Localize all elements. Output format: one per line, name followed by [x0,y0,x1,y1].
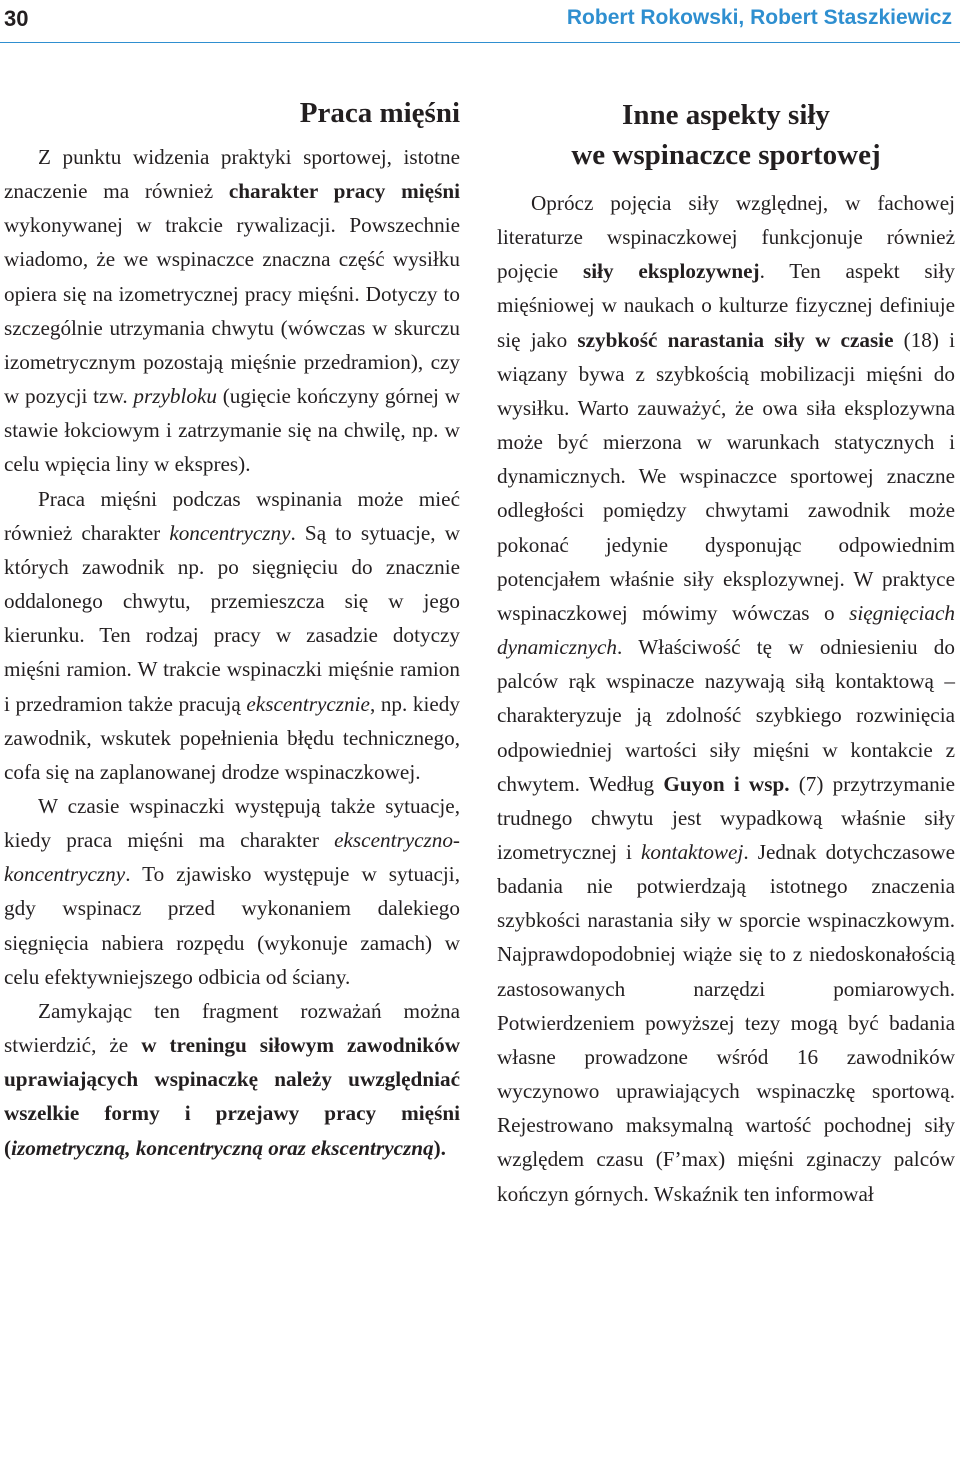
text-run: izometryczną, koncentryczną oraz ekscentryczną [11,1135,434,1160]
text-run: . Jednak dotychczasowe badania nie potwierdzają istotnego znaczenia szybkości narastania siły w sporcie wspinaczkowym. Najprawdopodobniej wiąże się to z niedoskonałością zastosowanych narzędzi pomiarowych. Potwierdzeniem powyższej tezy mogą być badania własne prowadzone wśród 16 zawodników wyczynowo uprawiających wspinaczkę sportową. Rejestrowano maksymalną wartość pochodnej siły względem czasu (F’max) mięśni zginaczy palców kończyn górnych. Wskaźnik ten informował [497,839,955,1206]
text-run: w treningu siłowym zawodników uprawiających wspinaczkę należy uwzględniać wszelkie formy i przejawy pracy mięśni ( [4,1033,460,1160]
text-run: siły eksplozywnej [582,259,760,284]
page-header [0,0,960,43]
text-run: Praca mięśni podczas wspinania może mieć również charakter [4,486,460,545]
section-title-inne-aspekty [497,95,955,175]
paragraph [4,140,460,482]
text-run: Zamykając ten fragment rozważań można stwierdzić, że [4,998,460,1058]
text-run: . Właściwość tę w odniesieniu do palców rąk wspinacze nazywają siłą kontaktową – charakteryzuje ją zdolność szybkiego rozwinięcia odpowiedniej wartości siły mięśni w kontakcie z chwytem. Według [497,635,955,796]
section-title-praca-miesni: Praca mięśni [299,97,460,129]
text-run: przybloku [133,384,217,409]
text-run: W czasie wspinaczki występują także sytuacje, kiedy praca mięśni ma charakter [4,793,460,853]
text-run: , np. kiedy zawodnik, wskutek popełnienia błędu technicznego, cofa się na zaplanowanej drodze wspinaczkowej. [4,691,460,784]
text-run: Oprócz pojęcia siły względnej, w fachowej literaturze wspinaczkowej funkcjonuje również pojęcie [497,191,955,284]
text-run: . Są to sytuacje, w których zawodnik np. po sięgnięciu do znacznie oddalonego chwytu, przemieszcza się w jego kierunku. Ten rodzaj pracy w zasadzie dotyczy mięśni ramion. W trakcie wspinaczki mięśnie ramion i przedramion także pracują [4,520,461,716]
text-run: wykonywanej w trakcie rywalizacji. Powszechnie wiadomo, że we wspinaczce znaczna część wysiłku opiera się na izometrycznej pracy mięśni. Dotyczy to szczególnie utrzymania chwytu (wówczas w skurczu izometrycznym pozostają mięśnie przedramion), czy w pozycji tzw. [4,213,460,409]
text-run: ekscentrycznie [246,691,370,716]
text-run: szybkość narastania siły w czasie [577,327,894,352]
section-title-line-2: we wspinaczce sportowej [571,139,881,171]
paragraph [4,789,460,994]
text-run: Z punktu widzenia praktyki sportowej, istotne znaczenie ma również [4,145,460,204]
page-number: 30 [4,6,29,31]
text-run: kontaktowej [640,839,744,864]
text-run: . To zjawisko występuje w sytuacji, gdy wspinacz przed wykonaniem dalekiego sięgnięcia nabiera rozpędu (wykonuje zamach) w celu efektywniejszego odbicia od ściany. [4,862,460,989]
running-head-authors: Robert Rokowski, Robert Staszkiewicz [566,6,952,29]
paragraph [497,186,955,1211]
text-run: (7) przytrzymanie trudnego chwytu jest wypadkową właśnie siły izometrycznej i [497,771,956,864]
right-column [497,95,955,1211]
paragraph [4,994,460,1165]
paragraph [4,482,460,789]
text-run: charakter pracy mięśni [228,179,460,204]
text-run: . Ten aspekt siły mięśniowej w naukach o kulturze fizycznej definiuje się jako [497,259,955,352]
left-column [4,95,460,1165]
text-run: sięgnięciach dynamicznych [497,600,955,660]
text-run: ekscentryczno-koncentryczny [4,828,460,887]
text-run: ). [433,1135,446,1160]
text-run: Guyon i wsp. [663,771,790,796]
text-run: (ugięcie kończyny górnej w stawie łokciowym i zatrzymanie się na chwilę, np. w celu wpięcia liny w ekspres). [4,384,460,477]
text-run: (18) i wiązany bywa z szybkością mobilizacji mięśni do wysiłku. Warto zauważyć, że owa siła eksplozywna może być mierzona w warunkach statycznych i dynamicznych. We wspinaczce sportowej znaczne odległości pomiędzy chwytami zawodnik może pokonać jedynie dysponując odpowiednim potencjałem właśnie siły eksplozywnej. W praktyce wspinaczkowej mówimy wówczas o [497,327,956,625]
text-run: koncentryczny [169,520,291,545]
section-title-line-1: Inne aspekty siły [622,99,830,131]
